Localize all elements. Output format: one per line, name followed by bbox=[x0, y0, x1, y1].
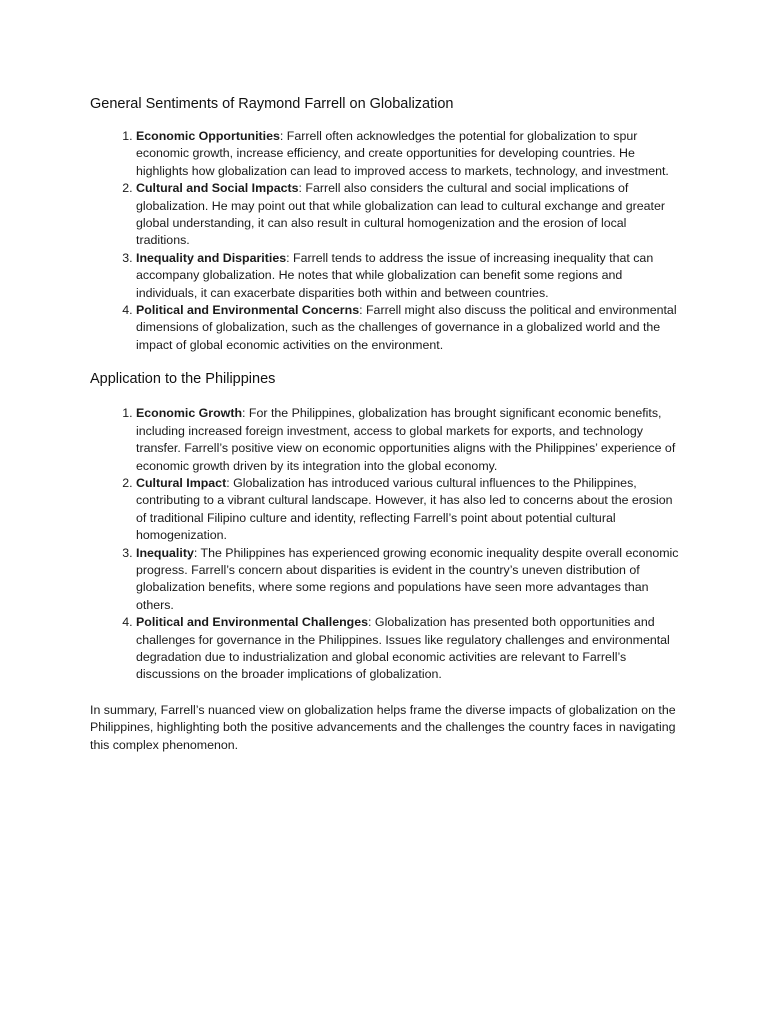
item-text: : Farrell tends to address the issue of increasing inequality that can accompany globalization. He notes that while globalization can benefit some regions and individuals, it can exacerbate disparities both within and between countries. bbox=[136, 250, 654, 300]
list-item bbox=[136, 475, 680, 545]
list-item bbox=[136, 128, 680, 180]
list-item bbox=[136, 545, 680, 615]
list-item bbox=[136, 405, 680, 475]
item-text: : Farrell might also discuss the political and environmental dimensions of globalization, such as the challenges of governance in a globalized world and the impact of global economic activities on the environment. bbox=[136, 303, 677, 352]
application-philippines-list bbox=[90, 405, 680, 684]
list-item bbox=[136, 614, 680, 684]
item-text: : Globalization has introduced various cultural influences to the Philippines, contributing to a vibrant cultural landscape. However, it has also led to concerns about the erosion of traditional Filipino culture and identity, reflecting Farrell’s point about potential cultural homogenization. bbox=[136, 475, 673, 543]
item-text: : For the Philippines, globalization has brought significant economic benefits, including increased foreign investment, access to global markets for exports, and technology transfer. Farrell’s positive view on economic opportunities aligns with the Philippines’ experience of economic growth driven by its integration into the global economy. bbox=[136, 406, 676, 473]
section-title-general-sentiments: General Sentiments of Raymond Farrell on Globalization bbox=[90, 96, 454, 112]
item-term: Political and Environmental Challenges bbox=[136, 615, 369, 630]
item-term: Cultural Impact bbox=[136, 475, 227, 490]
item-text: : Globalization has presented both opportunities and challenges for governance in the Philippines. Issues like regulatory challenges and environmental degradation due to industrialization and global economic activities are relevant to Farrell’s discussions on the broader implications of globalization. bbox=[136, 615, 670, 682]
item-term: Cultural and Social Impacts bbox=[136, 181, 299, 196]
item-text: : Farrell also considers the cultural and social implications of globalization. He may point out that while globalization can lead to cultural exchange and greater global understanding, it can also result in cultural homogenization and the erosion of local traditions. bbox=[136, 181, 666, 248]
list-item bbox=[136, 302, 680, 354]
item-term: Political and Environmental Concerns bbox=[136, 303, 360, 318]
item-term: Inequality bbox=[136, 545, 194, 560]
section-title-application-philippines: Application to the Philippines bbox=[90, 371, 276, 388]
item-term: Inequality and Disparities bbox=[136, 250, 287, 265]
item-term: Economic Opportunities bbox=[136, 129, 280, 143]
list-item bbox=[136, 180, 680, 250]
general-sentiments-list bbox=[90, 128, 680, 354]
summary-paragraph: In summary, Farrell’s nuanced view on globalization helps frame the diverse impacts of globalization on the Philippines, highlighting both the positive advancements and the challenges the country faces in navigating this complex phenomenon. bbox=[90, 702, 676, 752]
list-item bbox=[136, 250, 680, 302]
item-text: : Farrell often acknowledges the potential for globalization to spur economic growth, increase efficiency, and create opportunities for developing countries. He highlights how globalization can lead to improved access to markets, technology, and investment. bbox=[136, 129, 669, 178]
item-text: : The Philippines has experienced growing economic inequality despite overall economic progress. Farrell’s concern about disparities is evident in the country’s uneven distribution of globalization benefits, where some regions and populations have seen more advantages than others. bbox=[136, 545, 679, 612]
item-term: Economic Growth bbox=[136, 406, 243, 421]
